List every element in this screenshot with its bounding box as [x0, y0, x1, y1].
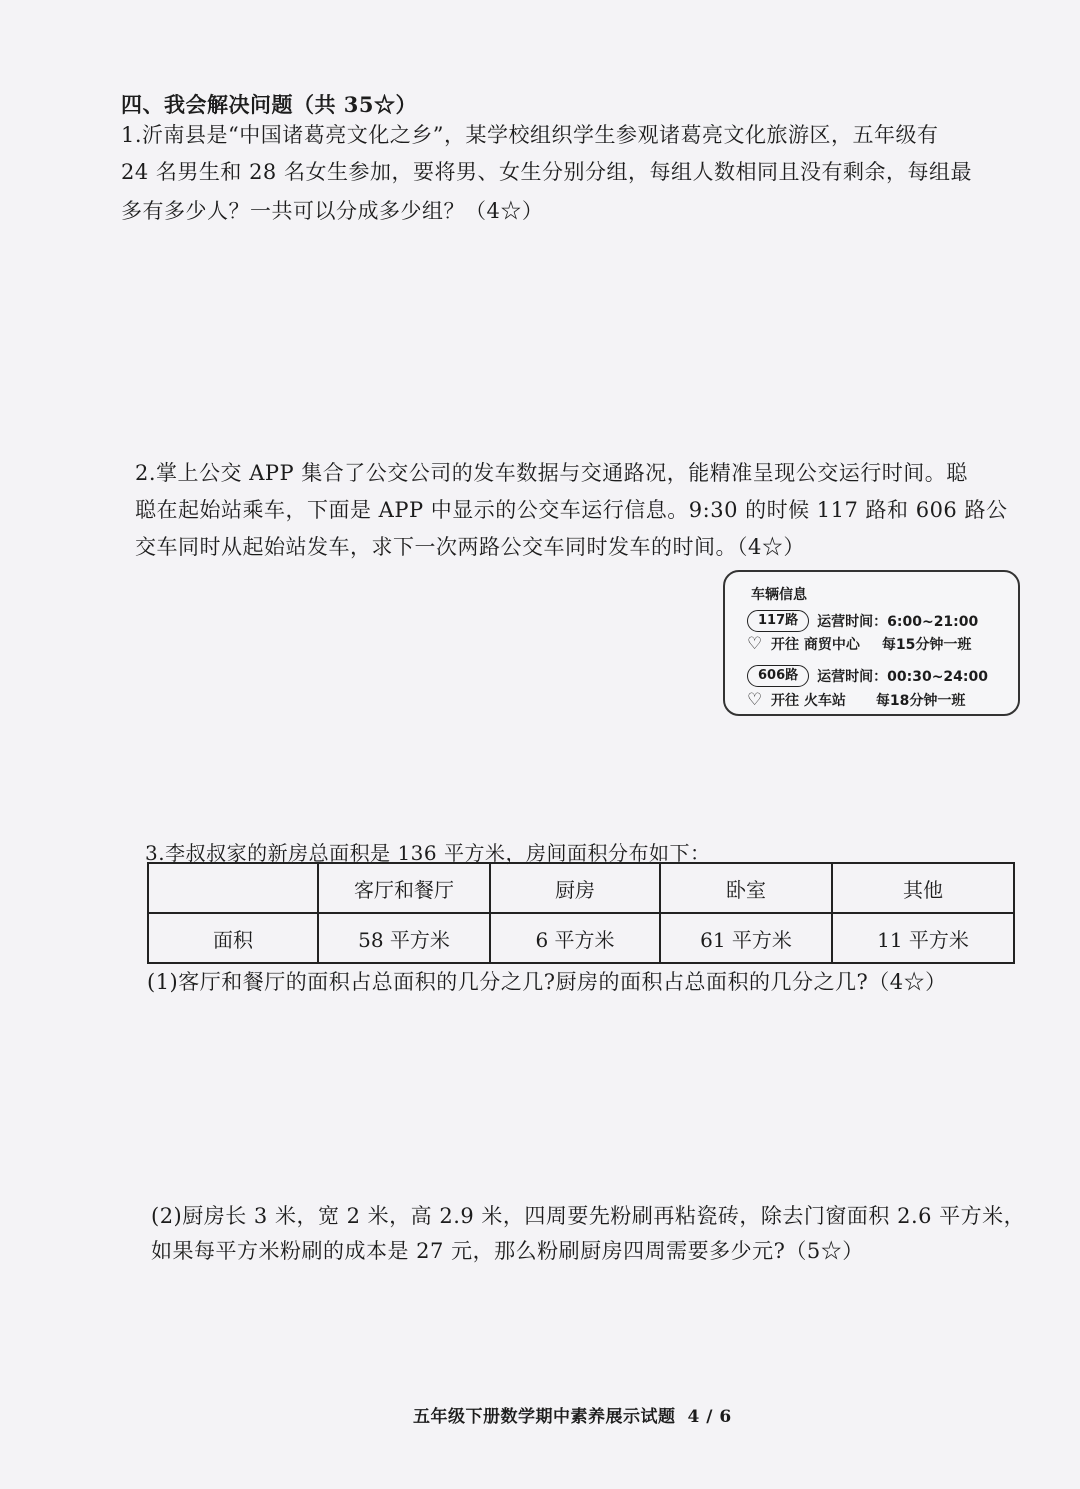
page-number: 4 / 6	[687, 1407, 732, 1427]
footer-title: 五年级下册数学期中素养展示试题	[413, 1407, 676, 1427]
table-header-row	[148, 863, 1014, 913]
route-606-destination: 开往 火车站	[771, 693, 846, 709]
route-117-destination: 开往 商贸中心	[771, 637, 860, 653]
q2-line-2: 聪在起始站乘车，下面是 APP 中显示的公交车运行信息。9:30 的时候 117 路和 606 路公	[135, 498, 1008, 522]
table-header-cell: 卧室	[660, 863, 832, 913]
section-heading: 四、我会解决问题（共 35☆）	[121, 92, 418, 117]
route-117-hours: 运营时间：6:00~21:00	[817, 614, 979, 630]
table-header-cell	[148, 863, 318, 913]
route-606-frequency: 每18分钟一班	[875, 693, 966, 709]
heart-icon: ♡	[747, 690, 763, 710]
q1-line-1: 1.沂南县是“中国诸葛亮文化之乡”，某学校组织学生参观诸葛亮文化旅游区，五年级有	[121, 123, 939, 147]
bus-info-title: 车辆信息	[751, 587, 807, 603]
route-117-badge: 117路	[747, 610, 809, 632]
table-cell: 6 平方米	[490, 913, 660, 963]
q3-sub-1: (1)客厅和餐厅的面积占总面积的几分之几?厨房的面积占总面积的几分之几?（4☆）	[147, 970, 947, 994]
room-area-table	[147, 862, 1015, 964]
bus-info-card	[723, 570, 1020, 716]
route-606-dest-row	[747, 690, 965, 710]
route-117-hours-row	[747, 610, 978, 632]
table-cell: 61 平方米	[660, 913, 832, 963]
table-cell: 58 平方米	[318, 913, 490, 963]
table-cell: 11 平方米	[832, 913, 1014, 963]
q3-intro: 3.李叔叔家的新房总面积是 136 平方米，房间面积分布如下：	[145, 841, 711, 865]
q2-line-3: 交车同时从起始站发车，求下一次两路公交车同时发车的时间。（4☆）	[135, 535, 805, 559]
route-606-hours: 运营时间：00:30~24:00	[817, 669, 988, 685]
q2-line-1: 2.掌上公交 APP 集合了公交公司的发车数据与交通路况，能精准呈现公交运行时间。聪	[135, 461, 968, 485]
q1-line-2: 24 名男生和 28 名女生参加，要将男、女生分别分组，每组人数相同且没有剩余，每组最	[121, 160, 972, 184]
route-606-badge: 606路	[747, 665, 809, 687]
route-117-frequency: 每15分钟一班	[881, 637, 972, 653]
table-row-label: 面积	[148, 913, 318, 963]
q3-sub-2-line-2: 如果每平方米粉刷的成本是 27 元，那么粉刷厨房四周需要多少元?（5☆）	[151, 1239, 864, 1263]
table-row	[148, 913, 1014, 963]
page-footer	[413, 1402, 732, 1427]
q1-line-3: 多有多少人？一共可以分成多少组？（4☆）	[121, 199, 544, 223]
route-117-dest-row	[747, 634, 971, 654]
table-header-cell: 其他	[832, 863, 1014, 913]
table-header-cell: 客厅和餐厅	[318, 863, 490, 913]
q3-sub-2-line-1: (2)厨房长 3 米，宽 2 米，高 2.9 米，四周要先粉刷再粘瓷砖，除去门窗面积 2.6 平方米，	[151, 1204, 1026, 1228]
table-header-cell: 厨房	[490, 863, 660, 913]
heart-icon: ♡	[747, 634, 763, 654]
route-606-hours-row	[747, 665, 988, 687]
